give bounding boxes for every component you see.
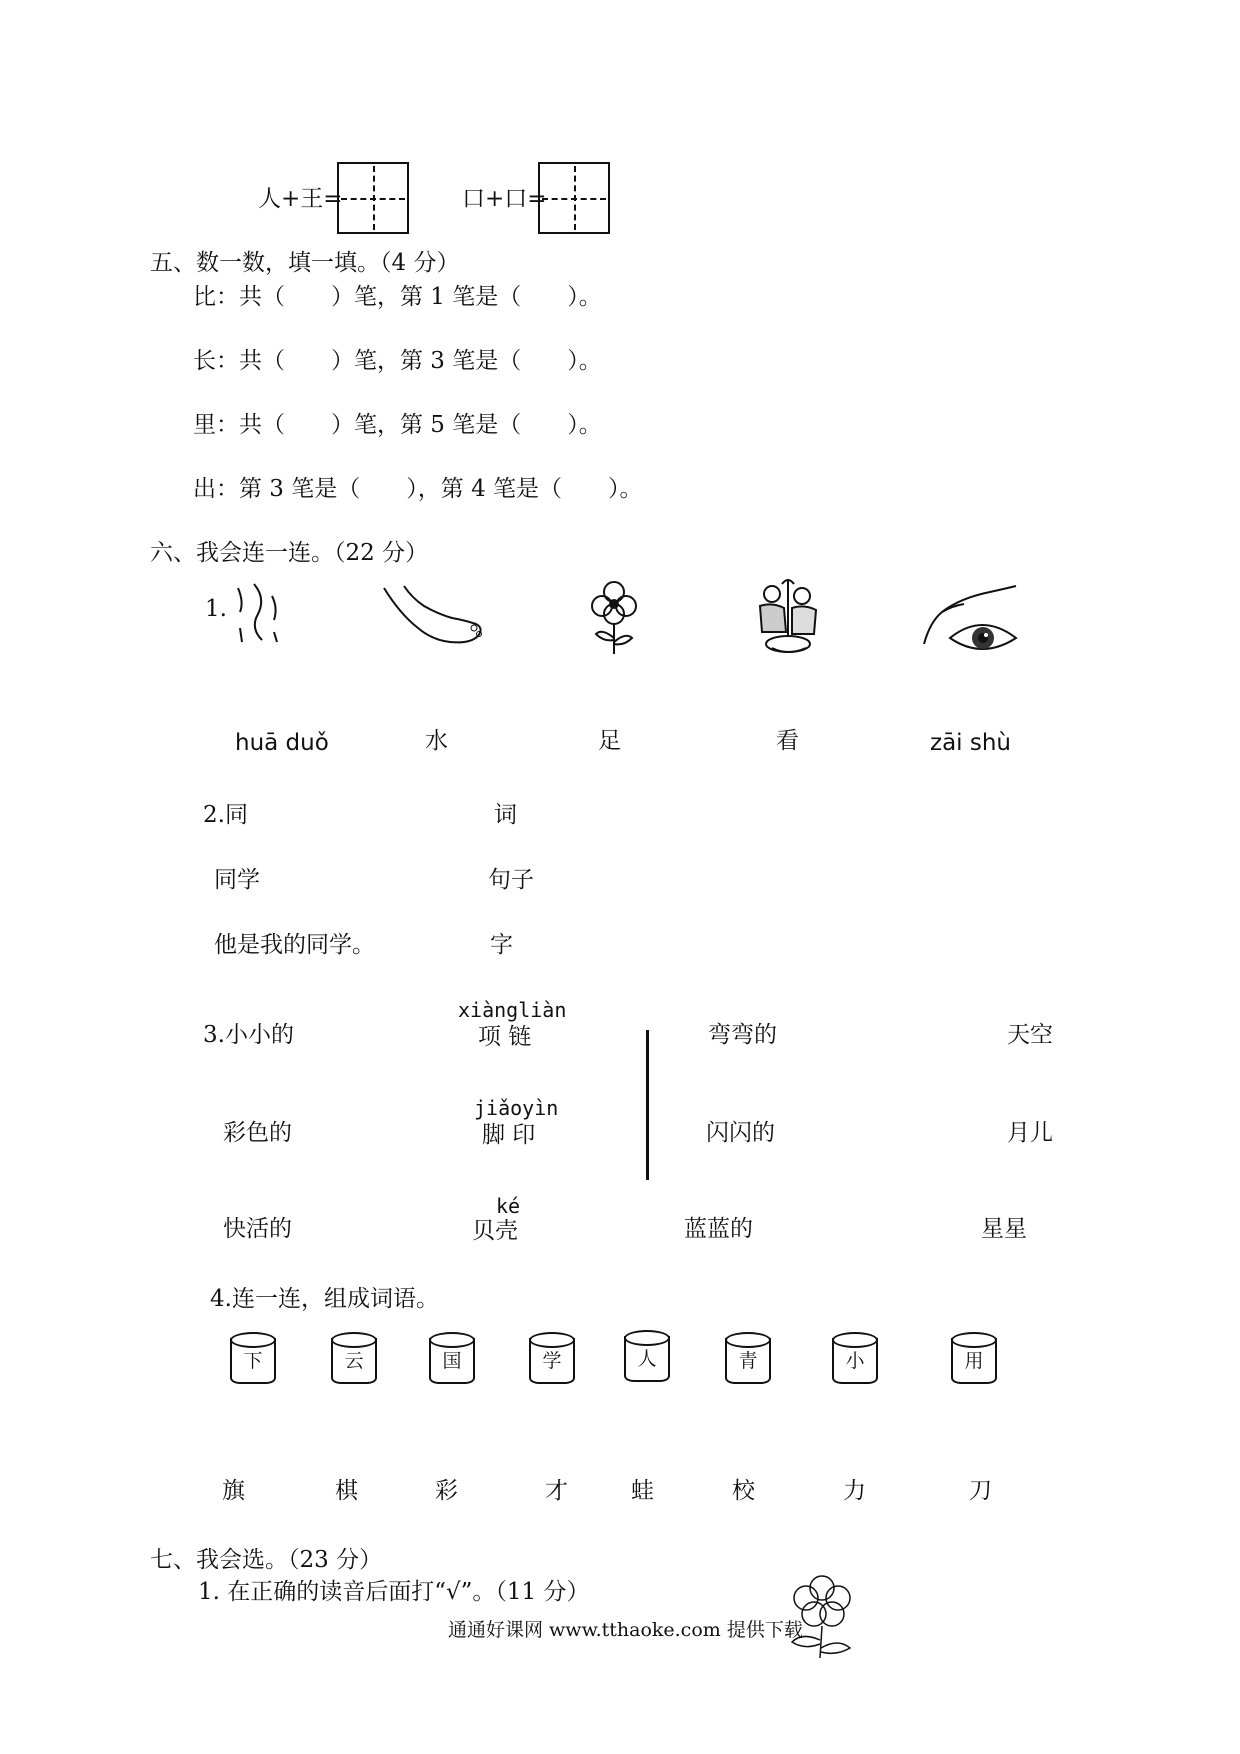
q4-bottom-5: 蛙 <box>631 1478 654 1504</box>
q4-bottom-1: 旗 <box>222 1478 245 1504</box>
q3-mid-2-pinyin: jiǎoyìn <box>474 1096 559 1120</box>
tianzige-box-1[interactable] <box>337 162 409 234</box>
eye-icon <box>920 582 1020 652</box>
can-7[interactable] <box>832 1332 878 1386</box>
equation-1: 人+王= <box>258 186 343 212</box>
can-8-char: 用 <box>964 1350 984 1372</box>
can-6[interactable] <box>725 1332 771 1386</box>
q4-title: 4.连一连，组成词语。 <box>210 1286 439 1312</box>
q1-word-2: 水 <box>425 728 448 754</box>
q2-label: 2.同 <box>203 802 248 828</box>
can-8[interactable] <box>951 1332 997 1386</box>
q3-left-1: 小小的 <box>225 1022 294 1048</box>
flower-icon <box>584 576 644 656</box>
can-1[interactable] <box>230 1332 276 1386</box>
q3-right-left-2: 闪闪的 <box>706 1120 775 1146</box>
q3-mid-1-word: 项 链 <box>478 1024 532 1050</box>
q3-mid-1-pinyin: xiàngliàn <box>458 998 567 1022</box>
can-4-char: 学 <box>542 1350 562 1372</box>
tree-planting-icon <box>750 576 826 656</box>
q2-left-1: 同学 <box>214 867 260 893</box>
q3-mid-2-word: 脚 印 <box>482 1122 536 1148</box>
section5-line-1: 比：共（ ）笔，第 1 笔是（ ）。 <box>193 284 602 310</box>
can-5[interactable] <box>624 1330 670 1384</box>
q4-bottom-4: 才 <box>545 1478 568 1504</box>
q2-right-1: 词 <box>494 802 517 828</box>
section5-line-3: 里：共（ ）笔，第 5 笔是（ ）。 <box>193 412 602 438</box>
section7-q1: 1. 在正确的读音后面打“√”。（11 分） <box>198 1579 590 1605</box>
q3-right-right-3: 星星 <box>981 1216 1027 1242</box>
can-2-char: 云 <box>344 1350 364 1372</box>
q4-bottom-6: 校 <box>732 1478 755 1504</box>
q3-mid-3-word: 贝壳 <box>472 1218 518 1244</box>
water-drops-icon <box>232 580 282 650</box>
can-7-char: 小 <box>845 1350 865 1372</box>
can-3-char: 国 <box>442 1350 462 1372</box>
foot-icon <box>380 584 486 654</box>
q3-right-left-1: 弯弯的 <box>708 1022 777 1048</box>
footer-text: 通通好课网 www.tthaoke.com 提供下载 <box>448 1619 803 1641</box>
q1-word-5: zāi shù <box>930 730 1012 756</box>
q2-right-3: 字 <box>490 932 513 958</box>
q2-right-2: 句子 <box>488 867 534 893</box>
tianzige-box-2[interactable] <box>538 162 610 234</box>
can-1-char: 下 <box>243 1350 263 1372</box>
q1-word-4: 看 <box>776 728 799 754</box>
q4-bottom-7: 力 <box>843 1478 866 1504</box>
section5-line-2: 长：共（ ）笔，第 3 笔是（ ）。 <box>193 348 602 374</box>
section6-title: 六、我会连一连。（22 分） <box>150 540 429 566</box>
can-2[interactable] <box>331 1332 377 1386</box>
q3-divider <box>646 1030 649 1180</box>
section5-title: 五、数一数，填一填。（4 分） <box>150 250 460 276</box>
can-5-char: 人 <box>637 1348 657 1370</box>
q4-bottom-2: 棋 <box>335 1478 358 1504</box>
q3-left-2: 彩色的 <box>223 1120 292 1146</box>
can-3[interactable] <box>429 1332 475 1386</box>
q1-label: 1. <box>205 596 227 622</box>
q3-right-right-2: 月儿 <box>1007 1120 1053 1146</box>
q3-right-left-3: 蓝蓝的 <box>684 1216 753 1242</box>
q4-bottom-8: 刀 <box>969 1478 992 1504</box>
q1-word-1: huā duǒ <box>235 730 329 756</box>
section7-title: 七、我会选。（23 分） <box>150 1547 383 1573</box>
can-6-char: 青 <box>738 1350 758 1372</box>
q3-label: 3. <box>203 1022 225 1048</box>
decorative-flower-icon <box>778 1568 868 1664</box>
q3-right-right-1: 天空 <box>1007 1022 1053 1048</box>
q3-mid-3-pinyin: ké <box>496 1194 521 1218</box>
section5-line-4: 出：第 3 笔是（ ），第 4 笔是（ ）。 <box>193 476 643 502</box>
q3-left-3: 快活的 <box>223 1216 292 1242</box>
can-4[interactable] <box>529 1332 575 1386</box>
q2-left-2: 他是我的同学。 <box>214 932 375 958</box>
q1-word-3: 足 <box>598 728 621 754</box>
q4-bottom-3: 彩 <box>435 1478 458 1504</box>
equation-2: 口+口= <box>462 186 547 212</box>
